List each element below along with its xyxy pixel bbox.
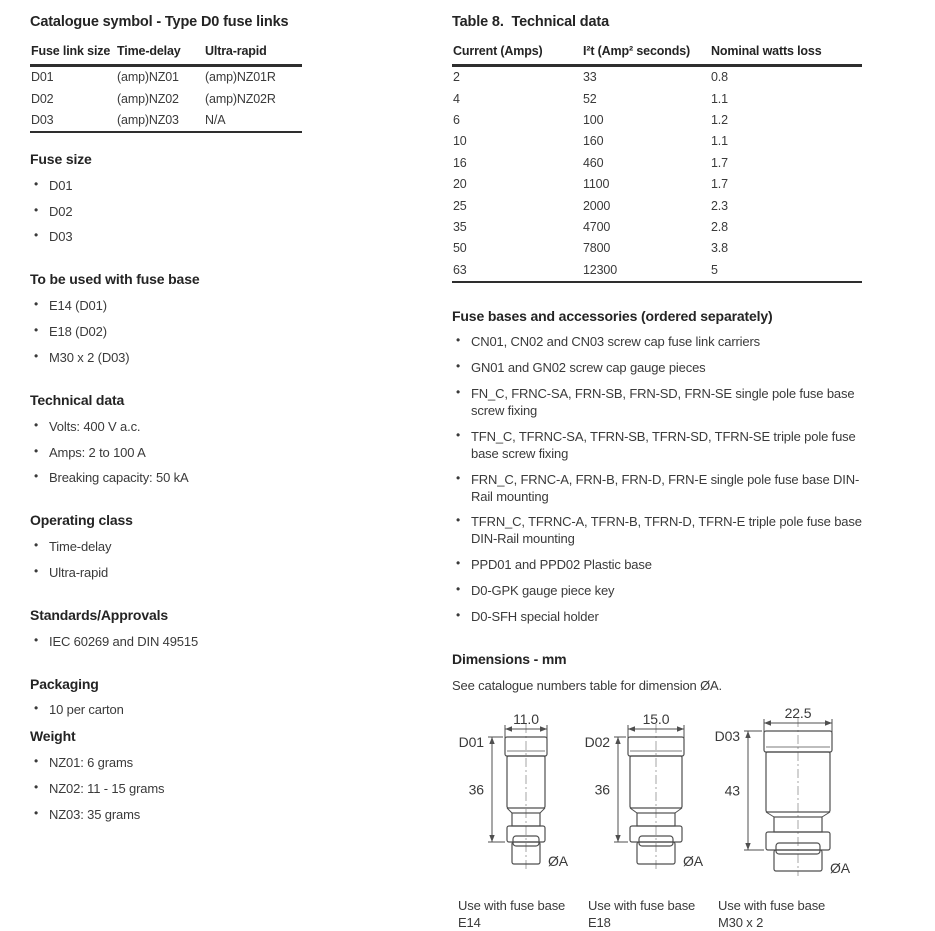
width-dimension-label: 15.0	[642, 710, 670, 727]
table-cell: 16	[453, 155, 467, 170]
list-item: • D02	[30, 204, 302, 221]
table-cell: 20	[453, 177, 467, 192]
section-technical-data	[30, 392, 302, 487]
section-fuse-base	[30, 271, 302, 366]
table-cell: (amp)NZ03	[117, 113, 179, 128]
list-item: • TFN_C, TFRNC-SA, TFRN-SB, TFRN-SD, TFRN-SE triple pole fuse base screw fixing	[452, 429, 862, 463]
size-label: D03	[714, 727, 740, 744]
section-heading: Technical data	[30, 391, 125, 408]
technical-table-header	[452, 41, 862, 65]
catalogue-symbol-title: Catalogue symbol - Type D0 fuse links	[30, 14, 289, 30]
column-header: Current (Amps)	[452, 41, 582, 65]
table-cell: 2.3	[711, 198, 728, 213]
technical-table-body	[452, 65, 862, 281]
section-heading: Fuse size	[30, 150, 92, 167]
fuse-diagram-d02	[582, 699, 710, 931]
section-heading: Standards/Approvals	[30, 606, 168, 623]
fuse-drawing-d02	[582, 699, 710, 896]
table-cell: 1.7	[711, 177, 728, 192]
diameter-label: ØA	[830, 859, 851, 876]
table-cell: D02	[31, 91, 54, 106]
list-item: • E18 (D02)	[30, 324, 302, 341]
fuse-diagram-d03	[712, 699, 862, 931]
diagram-caption: Use with fuse base M30 x 2	[718, 897, 826, 930]
width-dimension-label: 11.0	[513, 710, 539, 727]
table-cell: N/A	[205, 113, 226, 128]
table-cell: 100	[583, 113, 604, 128]
table-row	[452, 174, 862, 195]
table-cell: 3.8	[711, 241, 728, 256]
accessories-heading: Fuse bases and accessories (ordered separately)	[452, 307, 773, 324]
size-label: D02	[584, 733, 610, 750]
table-cell: 12300	[583, 262, 618, 277]
list-item: • Amps: 2 to 100 A	[30, 445, 302, 462]
table-cell: 2.8	[711, 219, 728, 234]
list-item: • 10 per carton	[30, 702, 302, 719]
table-cell: D03	[31, 113, 54, 128]
table-cell: 5	[711, 262, 718, 277]
table-row	[452, 65, 862, 88]
height-dimension-label: 36	[468, 781, 484, 798]
width-dimension-label: 22.5	[784, 704, 812, 721]
list-item: • IEC 60269 and DIN 49515	[30, 634, 302, 651]
column-header: I²t (Amp² seconds)	[582, 41, 710, 65]
table-cell: 10	[453, 134, 467, 149]
table-cell: 1.2	[711, 113, 728, 128]
height-dimension-label: 36	[594, 781, 610, 798]
bullet-list	[30, 178, 302, 247]
table-row	[452, 238, 862, 259]
table-cell: 1.7	[711, 155, 728, 170]
list-item: • NZ03: 35 grams	[30, 807, 302, 824]
fuse-drawing-d03	[712, 699, 862, 896]
list-item: • CN01, CN02 and CN03 screw cap fuse link carriers	[452, 334, 862, 351]
catalogue-table-body	[30, 65, 302, 132]
list-item: • Volts: 400 V a.c.	[30, 419, 302, 436]
table-cell: 1100	[583, 177, 610, 192]
table-cell: 4	[453, 91, 460, 106]
table-row	[452, 259, 862, 281]
table-cell: 52	[583, 91, 597, 106]
table-cell: (amp)NZ02	[117, 91, 179, 106]
section-operating-class	[30, 512, 302, 582]
table-row	[452, 88, 862, 109]
catalogue-table-header	[30, 41, 302, 65]
diameter-label: ØA	[683, 852, 704, 869]
dimensions-heading: Dimensions - mm	[452, 650, 567, 667]
diagram-caption: Use with fuse base E14	[458, 897, 566, 930]
table-row	[30, 110, 302, 132]
list-item: • NZ02: 11 - 15 grams	[30, 781, 302, 798]
table-cell: 460	[583, 155, 604, 170]
column-header: Fuse link size	[30, 41, 116, 65]
table-cell: 2000	[583, 198, 611, 213]
section-dimensions	[452, 651, 862, 931]
section-weight	[30, 728, 302, 823]
list-item: • D0-SFH special holder	[452, 609, 862, 626]
section-accessories	[452, 308, 862, 626]
list-item: • FRN_C, FRNC-A, FRN-B, FRN-D, FRN-E single pole fuse base DIN-Rail mounting	[452, 472, 862, 506]
table-cell: (amp)NZ01R	[205, 70, 276, 85]
dimensions-note: See catalogue numbers table for dimension ØA.	[452, 677, 723, 693]
list-item: • D0-GPK gauge piece key	[452, 583, 862, 600]
table-cell: (amp)NZ01	[117, 70, 179, 85]
bullet-list	[30, 419, 302, 488]
section-fuse-size	[30, 151, 302, 246]
table-cell: 6	[453, 113, 460, 128]
table-cell: 25	[453, 198, 467, 213]
fuse-drawing	[582, 699, 710, 891]
table-row	[30, 65, 302, 88]
table-cell: D01	[31, 70, 54, 85]
bullet-list	[30, 539, 302, 582]
table-cell: 4700	[583, 219, 611, 234]
accessories-list	[452, 334, 862, 626]
section-standards	[30, 607, 302, 651]
size-label: D01	[458, 733, 484, 750]
bullet-list	[30, 702, 302, 719]
section-heading: Packaging	[30, 675, 99, 692]
list-item: • D03	[30, 229, 302, 246]
table-row	[452, 152, 862, 173]
left-column	[30, 14, 302, 833]
table-row	[30, 88, 302, 109]
table-row	[452, 131, 862, 152]
section-heading: Operating class	[30, 512, 133, 529]
table-cell: (amp)NZ02R	[205, 91, 276, 106]
column-header: Time-delay	[116, 41, 204, 65]
fuse-diagrams	[452, 699, 862, 931]
fuse-drawing	[712, 699, 862, 891]
section-heading: Weight	[30, 728, 76, 745]
list-item: • M30 x 2 (D03)	[30, 350, 302, 367]
list-item: • PPD01 and PPD02 Plastic base	[452, 557, 862, 574]
fuse-drawing-d01	[452, 699, 580, 896]
height-dimension-label: 43	[724, 782, 740, 799]
table-cell: 0.8	[711, 70, 728, 85]
section-heading: To be used with fuse base	[30, 271, 200, 288]
table8-title: Table 8. Technical data	[452, 14, 610, 30]
bullet-list	[30, 634, 302, 651]
list-item: • GN01 and GN02 screw cap gauge pieces	[452, 360, 862, 377]
table-cell: 1.1	[711, 91, 728, 106]
table-cell: 35	[453, 219, 467, 234]
table-row	[452, 195, 862, 216]
bullet-list	[30, 298, 302, 367]
section-packaging	[30, 676, 302, 720]
list-item: • E14 (D01)	[30, 298, 302, 315]
table-cell: 1.1	[711, 134, 728, 149]
list-item: • Time-delay	[30, 539, 302, 556]
table-cell: 160	[583, 134, 604, 149]
fuse-drawing	[452, 699, 580, 891]
table-cell: 2	[453, 70, 460, 85]
right-column	[452, 14, 862, 931]
table-cell: 63	[453, 262, 467, 277]
table-cell: 33	[583, 70, 597, 85]
list-item: • NZ01: 6 grams	[30, 755, 302, 772]
table-row	[452, 110, 862, 131]
list-item: • FN_C, FRNC-SA, FRN-SB, FRN-SD, FRN-SE single pole fuse base screw fixing	[452, 386, 862, 420]
table-cell: 7800	[583, 241, 611, 256]
technical-data-table	[452, 41, 862, 282]
column-header: Nominal watts loss	[710, 41, 862, 65]
list-item: • Ultra-rapid	[30, 565, 302, 582]
list-item: • Breaking capacity: 50 kA	[30, 470, 302, 487]
list-item: • TFRN_C, TFRNC-A, TFRN-B, TFRN-D, TFRN-E triple pole fuse base DIN-Rail mounting	[452, 514, 862, 548]
list-item: • D01	[30, 178, 302, 195]
diagram-caption: Use with fuse base E18	[588, 897, 696, 930]
fuse-diagram-d01	[452, 699, 580, 931]
column-header: Ultra-rapid	[204, 41, 302, 65]
diameter-label: ØA	[548, 852, 569, 869]
table-cell: 50	[453, 241, 467, 256]
table-row	[452, 216, 862, 237]
catalogue-table	[30, 41, 302, 133]
bullet-list	[30, 755, 302, 824]
